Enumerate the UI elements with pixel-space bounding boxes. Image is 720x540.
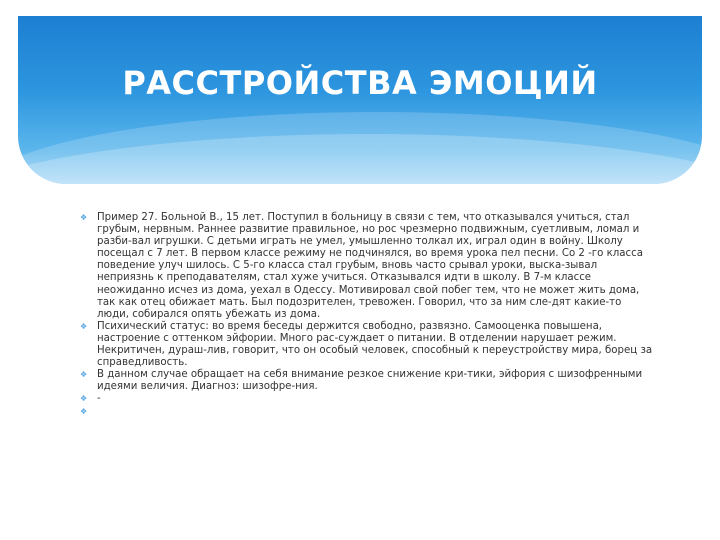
diamond-bullet-icon: ❖ bbox=[80, 213, 88, 222]
bullet-text bbox=[97, 406, 100, 417]
diamond-bullet-icon: ❖ bbox=[80, 321, 88, 331]
diamond-bullet-icon: ❖ bbox=[80, 406, 88, 416]
slide-body bbox=[80, 212, 656, 418]
bullet-item bbox=[80, 212, 656, 321]
bullet-item bbox=[80, 393, 656, 405]
bullet-item bbox=[80, 321, 656, 369]
diamond-bullet-icon: ❖ bbox=[80, 370, 88, 380]
bullet-item bbox=[80, 369, 656, 393]
bullet-text: - bbox=[97, 393, 101, 405]
bullet-text: Пример 27. Больной В., 15 лет. Поступил в больницу в связи с тем, что отказывался учиться, стал грубым, нервным. Раннее развитие правильное, но рос чрезмерно подвижным, суетливым, ломал и разби-вал игрушки. С детьми играть не умел, умышленно толкал их, играл один в войну. Школу посещал с 7 лет. В первом классе режиму не подчинялся, во время урока пел песни. Со 2 -го класса поведение улуч шилось. С 5-го класса стал грубым, вновь часто срывал уроки, выска-зывал неприязнь к преподавателям, стал хуже учиться. Отказывался идти в школу. В 7-м классе неожиданно исчез из дома, уехал в Одессу. Мотивировал свой побег тем, что не может жить дома, так как отец обижает мать. Был подозрителен, тревожен. Говорил, что за ним сле-дят какие-то люди, собирался опять убежать из дома. bbox=[97, 212, 643, 320]
slide-title: РАССТРОЙСТВА ЭМОЦИЙ bbox=[122, 64, 598, 102]
bullet-text: Психический статус: во время беседы держится свободно, развязно. Самооценка повышена, настроение с оттенком эйфории. Много рас-суждает о питании. В отделении нарушает режим. Некритичен, дураш-лив, говорит, что он особый человек, способный к переустройству мира, борец за справедливость. bbox=[97, 320, 653, 369]
bullet-item bbox=[80, 406, 656, 418]
bullet-text: В данном случае обращает на себя внимание резкое снижение кри-тики, эйфория с шизофренными идеями величия. Диагноз: шизофре-ния. bbox=[97, 369, 643, 393]
title-banner bbox=[18, 16, 702, 184]
diamond-bullet-icon: ❖ bbox=[80, 394, 88, 404]
